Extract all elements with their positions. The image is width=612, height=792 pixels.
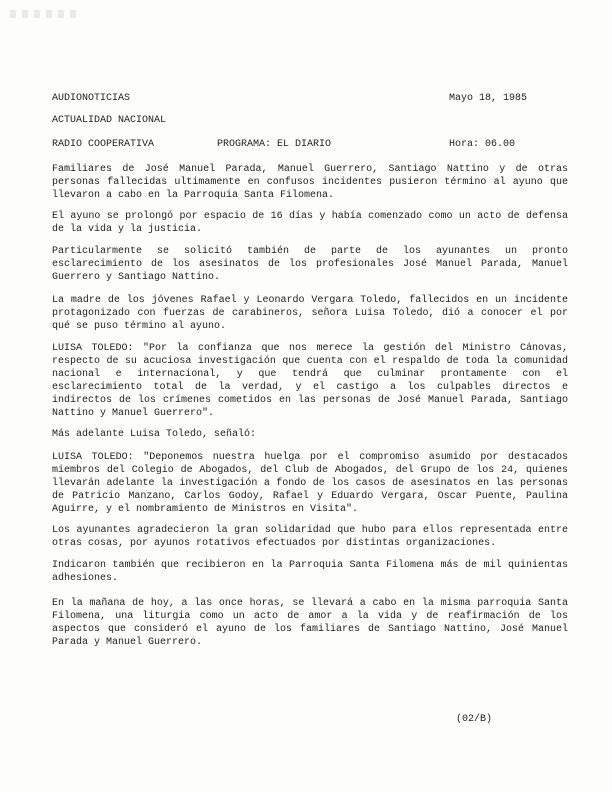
paragraph: La madre de los jóvenes Rafael y Leonardo Vergara Toledo, fallecidos en un incidente protagonizado con fuerzas de carabineros, señora Luisa Toledo, dió a conocer el por qué se puso término al ayuno.: [52, 295, 568, 332]
document-date: Mayo 18, 1985: [449, 93, 528, 104]
program-label: PROGRAMA: EL DIARIO: [217, 139, 332, 150]
quote-paragraph: LUISA TOLEDO: "Deponemos nuestra huelga por el compromiso asumido por destacados miembros del Colegio de Abogados, del Club de Abogados, del Grupo de los 24, quienes llevarán adelante la investigación a fondo de los casos de asesinatos en las personas de Patricio Manzano, Carlos Godoy, Rafael y Eduardo Vergara, Oscar Puente, Paulina Aguirre, y el nombramiento de Ministros en Visita".: [52, 452, 568, 515]
time-label: Hora: 06.00: [449, 139, 516, 150]
scan-artifact: [10, 10, 80, 18]
paragraph: Los ayunantes agradecieron la gran solidaridad que hubo para ellos representada entre otras cosas, por ayunos rotativos efectuados por distintas organizaciones.: [52, 525, 568, 549]
paragraph: Familiares de José Manuel Parada, Manuel Guerrero, Santiago Nattino y de otras personas fallecidas ultimamente en confusos incidentes pusieron término al ayuno que llevaron a cabo en la Parroquia Santa Filomena.: [52, 164, 568, 201]
paragraph: El ayuno se prolongó por espacio de 16 días y había comenzado como un acto de defensa de la vida y la justicia.: [52, 211, 568, 235]
paragraph: En la mañana de hoy, a las once horas, se llevará a cabo en la misma parroquia Santa Filomena, una liturgia como un acto de amor a la vida y de reafirmación de los aspectos que consideró el ayuno de los familiares de Santiago Nattino, José Manuel Parada y Manuel Guerrero.: [52, 598, 568, 648]
section-label: ACTUALIDAD NACIONAL: [52, 115, 167, 126]
page-code: (02/B): [456, 714, 493, 725]
paragraph: Más adelante Luisa Toledo, señaló:: [52, 429, 257, 440]
paragraph: Particularmente se solicitó también de parte de los ayunantes un pronto esclarecimiento de los asesinatos de los profesionales José Manuel Parada, Manuel Guerrero y Santiago Nattino.: [52, 246, 568, 283]
quote-paragraph: LUISA TOLEDO: "Por la confianza que nos merece la gestión del Ministro Cánovas, respecto de su acuciosa investigación que cuenta con el respaldo de toda la comunidad nacional e internacional, y que tendrá que culminar prontamente con el esclarecimiento total de la verdad, y el castigo a los culpables directos e indirectos de los crímenes cometidos en las personas de José Manuel Parada, Santiago Nattino y Manuel Guerrero".: [52, 343, 568, 419]
source-label: AUDIONOTICIAS: [52, 93, 131, 104]
radio-label: RADIO COOPERATIVA: [52, 139, 155, 150]
paragraph: Indicaron también que recibieron en la Parroquia Santa Filomena más de mil quinientas adhesiones.: [52, 560, 568, 584]
